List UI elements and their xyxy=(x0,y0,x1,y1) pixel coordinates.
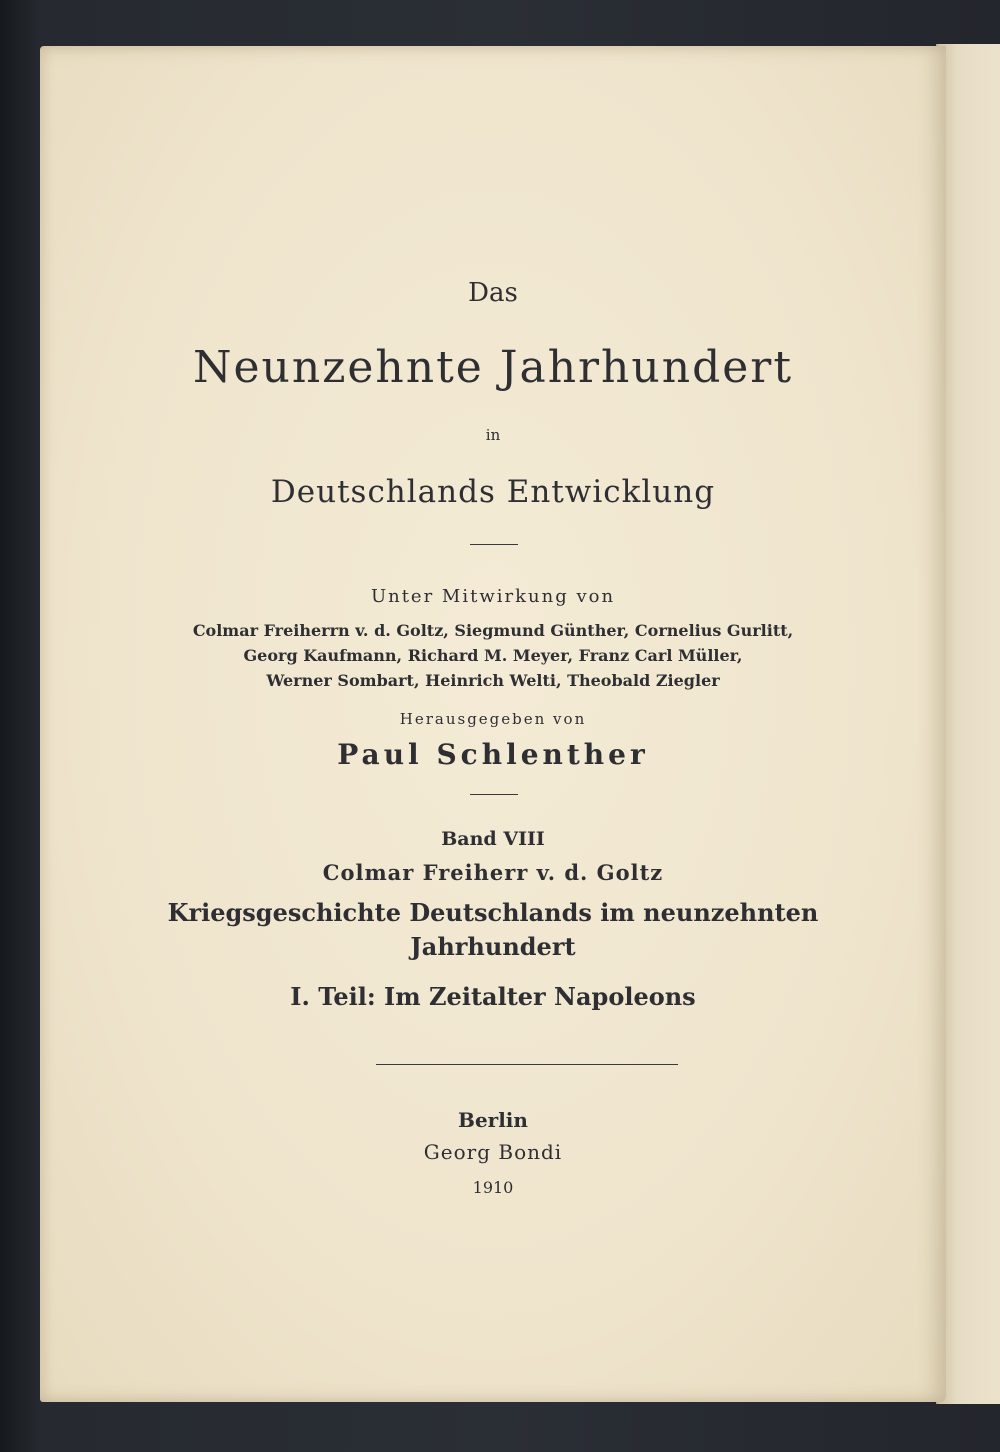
publication-year: 1910 xyxy=(472,1178,514,1197)
divider-rule-3 xyxy=(376,1064,678,1065)
volume-author: Colmar Freiherr v. d. Goltz xyxy=(322,860,664,885)
contributors-line-3: Werner Sombart, Heinrich Welti, Theobald Ziegler xyxy=(266,671,720,690)
contributors-line-1: Colmar Freiherrn v. d. Goltz, Siegmund Günther, Cornelius Gurlitt, xyxy=(192,621,794,640)
editor-intro: Herausgegeben von xyxy=(399,710,587,728)
divider-rule-1 xyxy=(470,544,518,545)
contributors-line-2: Georg Kaufmann, Richard M. Meyer, Franz Carl Müller, xyxy=(243,646,743,665)
publication-place: Berlin xyxy=(458,1108,528,1132)
title-preposition: in xyxy=(485,426,501,444)
collaboration-intro: Unter Mitwirkung von xyxy=(370,586,616,607)
title-page xyxy=(40,46,946,1402)
volume-title-line-1: Kriegsgeschichte Deutschlands im neunzehnten xyxy=(167,898,819,927)
part-title: I. Teil: Im Zeitalter Napoleons xyxy=(290,982,696,1011)
editor-name: Paul Schlenther xyxy=(337,738,649,771)
title-article: Das xyxy=(468,278,518,308)
volume-title-line-2: Jahrhundert xyxy=(410,932,576,961)
main-title: Neunzehnte Jahrhundert xyxy=(193,342,793,393)
volume-number: Band VIII xyxy=(441,828,545,850)
subtitle: Deutschlands Entwicklung xyxy=(270,474,716,510)
publisher: Georg Bondi xyxy=(423,1140,563,1164)
divider-rule-2 xyxy=(470,794,518,795)
